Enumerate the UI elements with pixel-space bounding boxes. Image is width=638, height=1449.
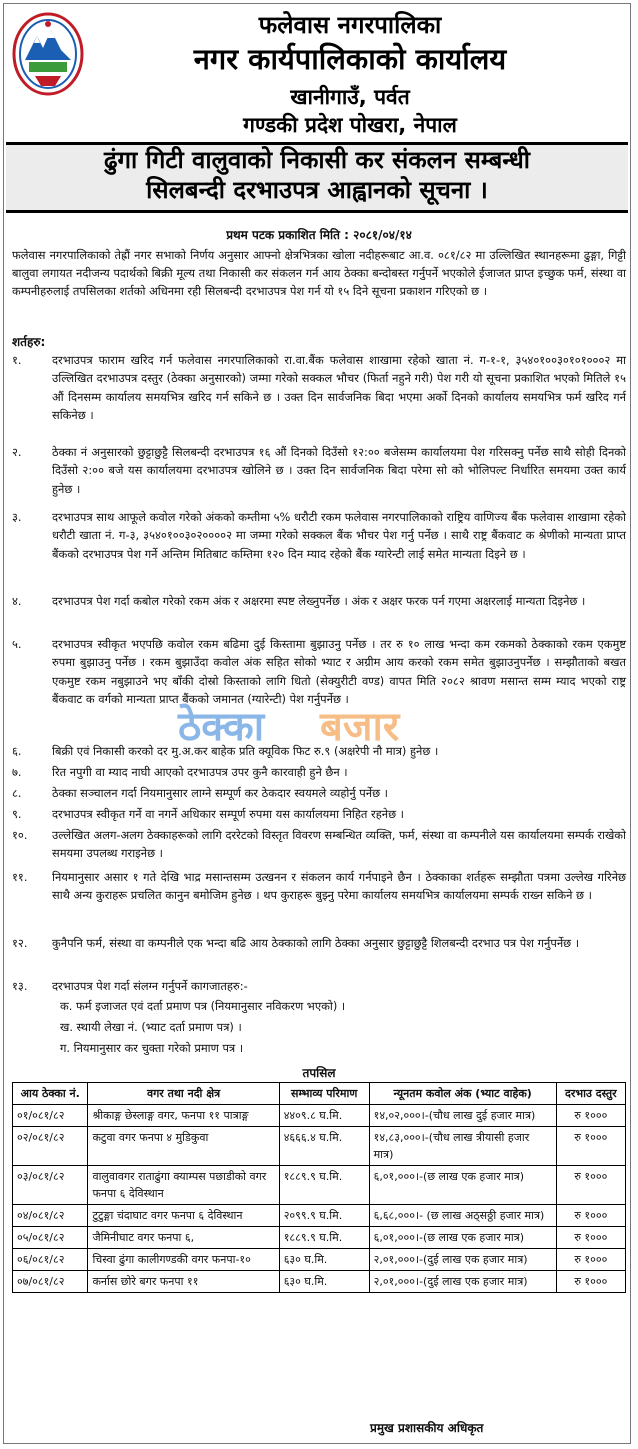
- cell-min-bid: १४,८३,०००।-(चौध लाख त्रीयासी हजार मात्र): [369, 1127, 556, 1166]
- term-text: दरभाउपत्र पेश गर्दा कबोल गरेको रकम अंक र अक्षरमा स्पष्ट लेख्नुपर्नेछ । अंक र अक्षर फरक पर्न गएमा अक्षरलाई मान्यता दिइनेछ ।: [52, 594, 586, 608]
- cell-area: टुटुङ्गा चंदाघाट वगर फनपा ६ देविस्थान: [88, 1205, 279, 1227]
- term-text: बिक्री एवं निकासी करको दर मु.अ.कर बाहेक प्रति क्यूविक फिट रु.९ (अक्षरेपी नौ मात्र) हुनेछ ।: [52, 744, 439, 758]
- cell-quantity: १८८९.९ घ.मि.: [279, 1227, 369, 1249]
- table-row: [13, 1271, 626, 1293]
- term-text: कुनैपनि फर्म, संस्था वा कम्पनीले एक भन्दा बढि आय ठेक्काको लागि ठेक्का अनुसार छुट्टाछुट्टै शिलबन्दी दरभाउ पत्र पेश गर्नुपर्नेछ ।: [52, 936, 580, 950]
- cell-fee: रु १०००: [556, 1205, 625, 1227]
- term-text: दरभाउपत्र स्वीकृत गर्ने वा नगर्ने अधिकार सम्पूर्ण रुपमा यस कार्यालयमा निहित रहनेछ ।: [52, 807, 404, 821]
- table-row: [13, 1249, 626, 1271]
- document-list-item: क. फर्म इजाजत एवं दर्ता प्रमाण पत्र (नियमानुसार नविकरण भएको) ।: [60, 999, 346, 1013]
- tender-table: [12, 1082, 626, 1293]
- notice-title-line2: सिलबन्दी दरभाउपत्र आह्वानको सूचना ।: [146, 176, 488, 204]
- cell-area: श्रीकाङ्ग छेस्लाङ्ग वगर, फनपा ११ पात्राङ्ग: [88, 1105, 279, 1127]
- signature-title: प्रमुख प्रशासकीय अधिकृत: [370, 1421, 484, 1435]
- term-number: ११.: [12, 870, 28, 884]
- cell-area: चिस्वा ढुंगा कालीगण्डकी वगर फनपा-१०: [88, 1249, 279, 1271]
- term-number: ५.: [12, 637, 22, 651]
- watermark-part1: ठेक्का: [178, 704, 265, 750]
- cell-min-bid: ६,०१,०००।-(छ लाख एक हजार मात्र): [369, 1227, 556, 1249]
- nepal-emblem-icon: [11, 10, 85, 98]
- col-header-fee: दरभाउ दस्तुर: [556, 1083, 625, 1105]
- table-row: [13, 1166, 626, 1205]
- cell-area: जैमिनीघाट वगर फनपा ६,: [88, 1227, 279, 1249]
- cell-min-bid: ६,६८,०००।- (छ लाख अठ्सठ्ठी हजार मात्र): [369, 1205, 556, 1227]
- term-text: ठेक्का सञ्चालन गर्दा नियमानुसार लाग्ने सम्पूर्ण कर ठेकदार स्वयमले व्यहोर्नु पर्नेछ ।: [52, 786, 388, 800]
- cell-contract-no: ०४/०८१/८२: [13, 1205, 88, 1227]
- term-number: ८.: [12, 786, 22, 800]
- cell-fee: रु १०००: [556, 1227, 625, 1249]
- term-number: १३.: [12, 979, 28, 993]
- term-text: नियमानुसार असार १ गते देखि भाद्र मसान्तसम्म उत्खनन र संकलन कार्य गर्नपाइने छैन । ठेक्काका शर्तहरू सम्झौता पत्रमा उल्लेख गरिनेछ साथै अन्य कुराहरू प्रचलित कानुन बमोजिम हुनेछ । थप कुराहरू बुझ्नु परेमा कार्यालय समयभित्र कार्यालयमा सम्पर्क राख्न सकिने छ ।: [52, 870, 626, 903]
- notice-title-bar: [6, 142, 628, 213]
- notice-title-line1: ढुंगा गिटी वालुवाको निकासी कर संकलन सम्बन्धी: [104, 146, 530, 174]
- cell-fee: रु १०००: [556, 1271, 625, 1293]
- cell-quantity: ४६६६.४ घ.मि.: [279, 1127, 369, 1166]
- term-number: ६.: [12, 744, 22, 758]
- cell-quantity: १८८९.९ घ.मि.: [279, 1166, 369, 1205]
- term-number: ७.: [12, 765, 22, 779]
- published-date: प्रथम पटक प्रकाशित मिति : २०८१/०४/१४: [226, 228, 412, 242]
- intro-paragraph: फलेवास नगरपालिकाको तेह्रौं नगर सभाको निर्णय अनुसार आफ्नो क्षेत्रभित्रका खोला नदीहरूबाट आ.व. ०८१/८२ मा उल्लिखित स्थानहरूमा ढुङ्गा, गिट्टी बालुवा लगायत नदीजन्य पदार्थको बिक्री मूल्य तथा निकासी कर संकलन गर्न आय ठेक्का बन्दोबस्त गर्नुपर्ने भएकोले ईजाजत प्राप्त इच्छुक फर्म, संस्था वा कम्पनीहरुलाई तपसिलका शर्तको अधिनमा रही सिलबन्दी दरभाउपत्र पेश गर्न यो १५ दिने सूचना प्रकाशन गरिएको छ ।: [12, 248, 626, 298]
- cell-area: वालुवावगर राताढुंगा क्याम्पस पछाडीको वगर फनपा ६ देविस्थान: [88, 1166, 279, 1205]
- cell-area: कर्नास छोरे बगर फनपा ११: [88, 1271, 279, 1293]
- term-text: उल्लेखित अलग-अलग ठेक्काहरूको लागि दररेटको विस्तृत विवरण सम्बन्धित व्यक्ति, फर्म, संस्था वा कम्पनीले यस कार्यालयमा सम्पर्क राखेको समयमा उपलब्ध गराइनेछ ।: [52, 828, 626, 861]
- cell-fee: रु १०००: [556, 1105, 625, 1127]
- cell-quantity: २०९९.९ घ.मि.: [279, 1205, 369, 1227]
- table-title: तपसिल: [302, 1066, 336, 1080]
- col-header-quantity: सम्भाव्य परिमाण: [279, 1083, 369, 1105]
- table-header-row: [13, 1083, 626, 1105]
- term-number: ४.: [12, 594, 22, 608]
- term-text: दरभाउपत्र पेश गर्दा संलग्न गर्नुपर्ने कागजातहरु:-: [52, 979, 248, 993]
- cell-contract-no: ०५/०८१/८२: [13, 1227, 88, 1249]
- cell-contract-no: ०३/०८१/८२: [13, 1166, 88, 1205]
- table-row: [13, 1105, 626, 1127]
- cell-quantity: ६३० घ.मि.: [279, 1249, 369, 1271]
- terms-heading: शर्तहरु:: [12, 335, 46, 349]
- term-text: ठेक्का नं अनुसारको छुट्टाछुट्टै सिलबन्दी दरभाउपत्र १६ औं दिनको दिउँसो १२:०० बजेसम्म कार्यालयमा पेश गरिसक्नु पर्नेछ साथै सोही दिनको दिउँसो २:०० बजे यस कार्यालयमा दरभाउपत्र खोलिने छ । उक्त दिन सार्वजनिक बिदा परेमा सो को भोलिपल्ट निर्धारित समयमा उक्त कार्य हुनेछ ।: [52, 445, 626, 496]
- cell-min-bid: २,०१,०००।-(दुई लाख एक हजार मात्र): [369, 1249, 556, 1271]
- table-row: [13, 1205, 626, 1227]
- term-text: रित नपुगी वा म्याद नाघी आएको दरभाउपत्र उपर कुनै कारवाही हुने छैन ।: [52, 765, 348, 779]
- cell-fee: रु १०००: [556, 1166, 625, 1205]
- term-text: दरभाउपत्र साथ आफूले कवोल गरेको अंकको कम्तीमा ५% धरौटी रकम फलेवास नगरपालिकाको राष्ट्रिय वाणिज्य बैंक फलेवास शाखामा रहेको धरौटी खाता नं. ग-३, ३५४०१००३०२००००२ मा जम्मा गरेको सक्कल बैंक भौचर पेश गर्नु पर्नेछ । साथै राष्ट्र बैंकवाट क श्रेणीको मान्यता प्राप्त बैंकको दरभाउपत्र पेश गर्ने अन्तिम मितिबाट कम्तिमा १२० दिन म्याद रहेको बैंक ग्यारेन्टी लाई समेत मान्यता दिइने छ ।: [52, 510, 626, 561]
- cell-contract-no: ०१/०८१/८२: [13, 1105, 88, 1127]
- cell-quantity: ४४०९.८ घ.मि.: [279, 1105, 369, 1127]
- cell-min-bid: ६,०१,०००।-(छ लाख एक हजार मात्र): [369, 1166, 556, 1205]
- watermark-part2: बजार: [320, 704, 400, 750]
- cell-fee: रु १०००: [556, 1249, 625, 1271]
- cell-min-bid: २,०१,०००।-(दुई लाख एक हजार मात्र): [369, 1271, 556, 1293]
- term-number: २.: [12, 445, 22, 459]
- cell-contract-no: ०६/०८१/८२: [13, 1249, 88, 1271]
- col-header-min-bid: न्यूनतम कवोल अंक (भ्याट वाहेक): [369, 1083, 556, 1105]
- office-name: नगर कार्यपालिकाको कार्यालय: [193, 42, 507, 76]
- office-address: खानीगाउँ, पर्वत: [290, 85, 410, 109]
- col-header-area: वगर तथा नदी क्षेत्र: [88, 1083, 279, 1105]
- term-text: दरभाउपत्र स्वीकृत भएपछि कवोल रकम बढिमा दुई किस्तामा बुझाउनु पर्नेछ । तर रु १० लाख भन्दा कम रकमको ठेक्काको रकम एकमुष्ट रुपमा बुझाउनु पर्नेछ । रकम बुझाउँदा कवोल अंक सहित सोको भ्याट र अग्रीम आय करको रकम समेत बुझाउनुपर्नेछ । सम्झौताको बखत एकमुष्ट रकम नबुझाउने भए बाँकी दोस्रो किस्ताको लागि धितो (सेक्युरीटी वण्ड) वापत मिति २०८२ श्रावण मसान्त सम्म म्याद भएको राष्ट्र बैंकवाट क वर्गको मान्यता प्राप्त बैंकको जमानत (ग्यारेन्टी) पेश गर्नुपर्नेछ ।: [52, 637, 626, 707]
- term-number: १०.: [12, 828, 28, 842]
- col-header-contract-no: आय ठेक्का नं.: [13, 1083, 88, 1105]
- cell-quantity: ६३० घ.मि.: [279, 1271, 369, 1293]
- term-number: ९.: [12, 807, 22, 821]
- table-row: [13, 1127, 626, 1166]
- municipality-name: फलेवास नगरपालिका: [258, 11, 442, 39]
- province-address: गण्डकी प्रदेश पोखरा, नेपाल: [243, 113, 457, 137]
- document-list-item: ग. नियमानुसार कर चुक्ता गरेको प्रमाण पत्र ।: [60, 1041, 244, 1055]
- term-text: दरभाउपत्र फाराम खरिद गर्न फलेवास नगरपालिकाको रा.वा.बैंक फलेवास शाखामा रहेको खाता नं. ग-१-१, ३५४०१००३०१०१०००२ मा उल्लिखित दरभाउपत्र दस्तुर (ठेक्का अनुसारको) जम्मा गरेको सक्कल भौचर (फिर्ता नहुने गरी) पेश गरी यो सूचना प्रकाशित भएको मितिले १५ औं दिनसम्म कार्यालय समयभित्र खरिद गर्न सकिने छ । उक्त दिन सार्वजनिक बिदा भएमा अर्को दिनको कार्यालय समयभित्र फर्म खरिद गर्न सकिनेछ ।: [52, 353, 626, 423]
- cell-contract-no: ०७/०८१/८२: [13, 1271, 88, 1293]
- term-number: १२.: [12, 936, 28, 950]
- term-number: १.: [12, 353, 22, 367]
- cell-area: कटुवा वगर फनपा ४ मुडिकुवा: [88, 1127, 279, 1166]
- cell-contract-no: ०२/०८१/८२: [13, 1127, 88, 1166]
- table-row: [13, 1227, 626, 1249]
- term-number: ३.: [12, 510, 22, 524]
- cell-fee: रु १०००: [556, 1127, 625, 1166]
- document-list-item: ख. स्थायी लेखा नं. (भ्याट दर्ता प्रमाण पत्र) ।: [60, 1020, 242, 1034]
- cell-min-bid: १४,०२,०००।-(चौध लाख दुई हजार मात्र): [369, 1105, 556, 1127]
